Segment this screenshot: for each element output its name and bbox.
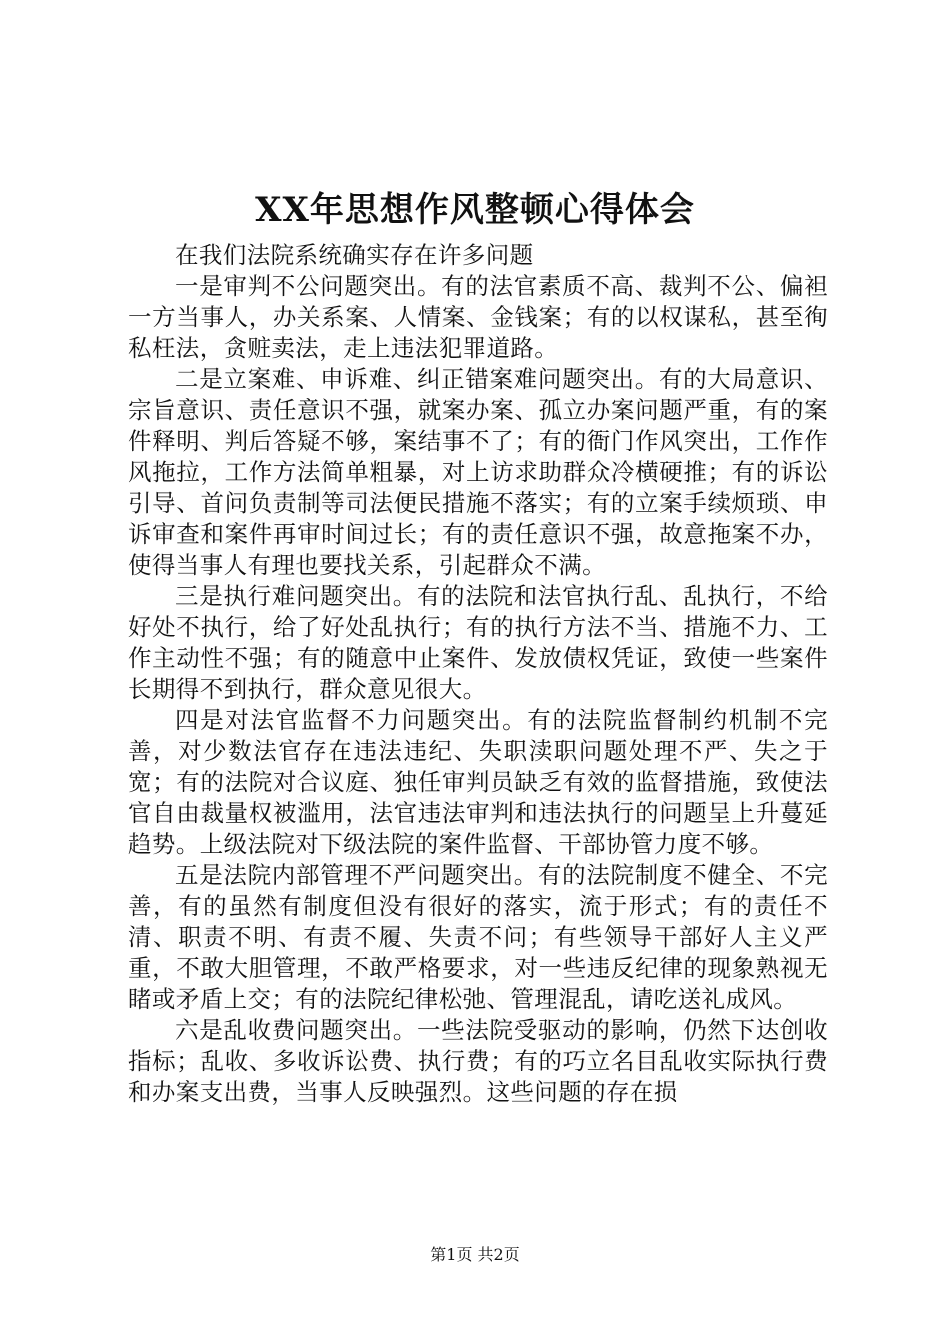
paragraph-item-4: 四是对法官监督不力问题突出。有的法院监督制约机制不完善，对少数法官存在违法违纪、失职渎职问题处理不严、失之于宽；有的法院对合议庭、独任审判员缺乏有效的监督措施，致使法官自由裁量权被滥用，法官违法审判和违法执行的问题呈上升蔓延趋势。上级法院对下级法院的案件监督、干部协管力度不够。 bbox=[128, 706, 828, 858]
document-title: XX年思想作风整顿心得体会 bbox=[255, 190, 695, 230]
document-body bbox=[128, 240, 828, 1108]
paragraph-item-6: 六是乱收费问题突出。一些法院受驱动的影响，仍然下达创收指标；乱收、多收诉讼费、执行费；有的巧立名目乱收实际执行费和办案支出费，当事人反映强烈。这些问题的存在损 bbox=[128, 1016, 828, 1106]
paragraph-item-3: 三是执行难问题突出。有的法院和法官执行乱、乱执行，不给好处不执行，给了好处乱执行；有的执行方法不当、措施不力、工作主动性不强；有的随意中止案件、发放债权凭证，致使一些案件长期得不到执行，群众意见很大。 bbox=[128, 582, 828, 703]
paragraph-item-5: 五是法院内部管理不严问题突出。有的法院制度不健全、不完善，有的虽然有制度但没有很好的落实，流于形式；有的责任不清、职责不明、有责不履、失责不问；有些领导干部好人主义严重，不敢大胆管理，不敢严格要求，对一些违反纪律的现象熟视无睹或矛盾上交；有的法院纪律松弛、管理混乱，请吃送礼成风。 bbox=[128, 861, 828, 1013]
paragraph-item-1: 一是审判不公问题突出。有的法官素质不高、裁判不公、偏袒一方当事人，办关系案、人情案、金钱案；有的以权谋私，甚至徇私枉法，贪赃卖法，走上违法犯罪道路。 bbox=[128, 272, 828, 362]
paragraph-item-2: 二是立案难、申诉难、纠正错案难问题突出。有的大局意识、宗旨意识、责任意识不强，就案办案、孤立办案问题严重，有的案件释明、判后答疑不够，案结事不了；有的衙门作风突出，工作作风拖拉，工作方法简单粗暴，对上访求助群众冷横硬推；有的诉讼引导、首问负责制等司法便民措施不落实；有的立案手续烦琐、申诉审查和案件再审时间过长；有的责任意识不强，故意拖案不办，使得当事人有理也要找关系，引起群众不满。 bbox=[128, 365, 828, 579]
page-number-footer: 第1页 共2页 bbox=[430, 1245, 520, 1264]
paragraph-intro: 在我们法院系统确实存在许多问题 bbox=[175, 241, 534, 269]
